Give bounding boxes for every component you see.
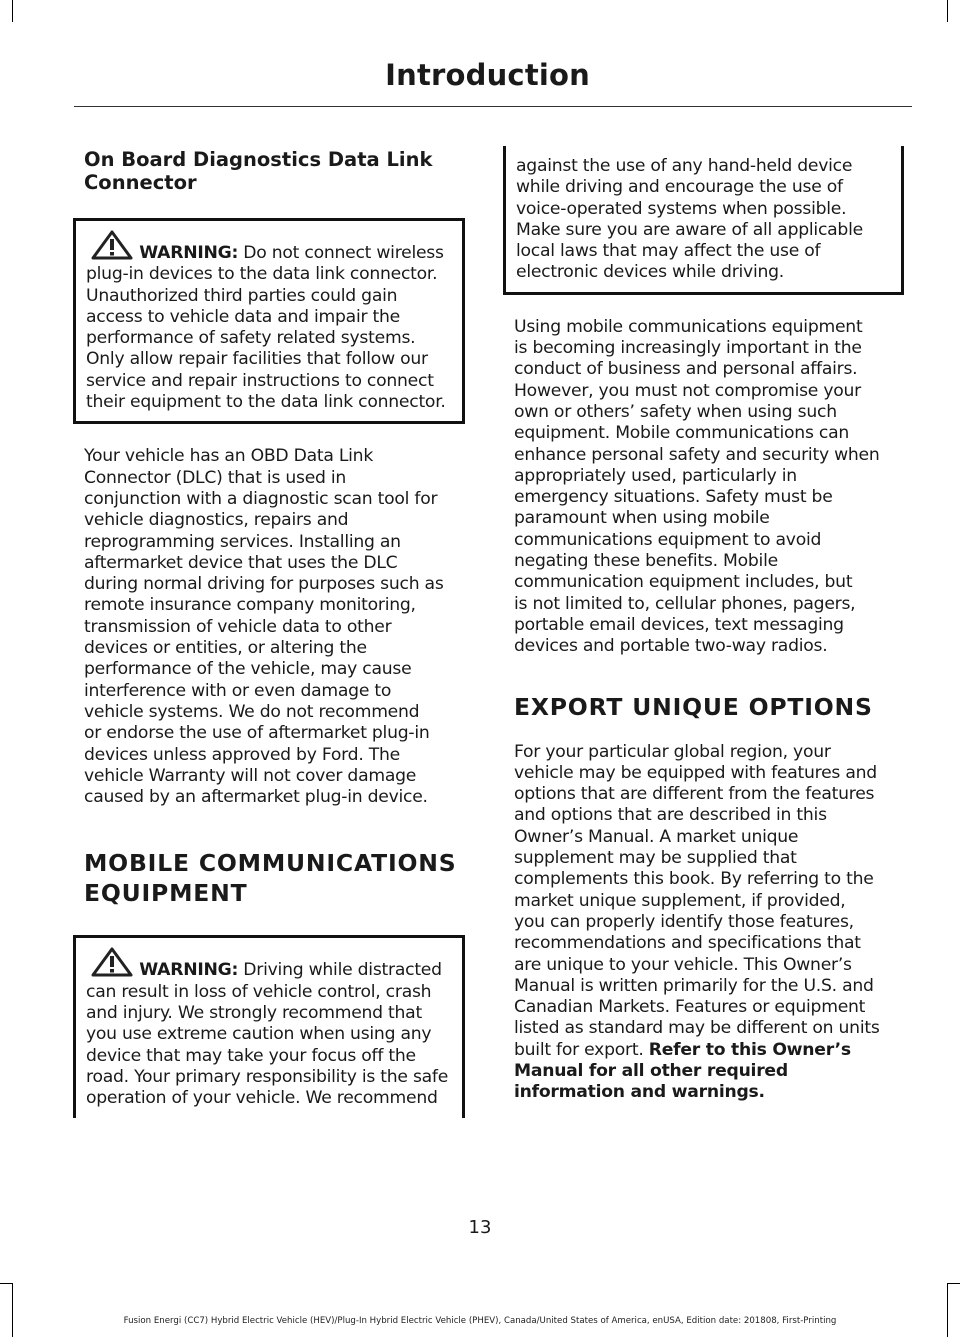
mobile-heading-line1: MOBILE COMMUNICATIONS	[84, 849, 457, 878]
mobile-paragraph: Using mobile communications equipment is becoming increasingly important in the conduct of business and personal affairs. However, you must not compromise your own or others’ safety when using such equipment. Mobile communications can enhance personal safety and security when appropriately used, particularly in emergency situations. Safety must be paramount when using mobile communications equipment to avoid negating these benefits. Mobile communication equipment includes, but is not limited to, cellular phones, pagers, portable email devices, text messaging devices and portable two-way radios.	[514, 316, 880, 657]
crop-mark-top-left-vertical	[12, 0, 13, 22]
warning-text-obd	[86, 230, 456, 413]
warning-body: Driving while distracted can result in loss of vehicle control, crash and injury. We strongly recommend that you use extreme caution when using any device that may take your focus off the road. Your primary responsibility is the safe operation of your vehicle. We recommend	[86, 960, 449, 1109]
obd-paragraph: Your vehicle has an OBD Data Link Connector (DLC) that is used in conjunction with a diagnostic scan tool for vehicle diagnostics, repairs and reprogramming services. Installing an aftermarket device that uses the DLC during normal driving for purposes such as remote insurance company monitoring, transmission of vehicle data to other devices or entities, or altering the performance of the vehicle, may cause interference with or even damage to vehicle systems. We do not recommend or endorse the use of aftermarket plug-in devices unless approved by Ford. The vehicle Warranty will not cover damage caused by an aftermarket plug-in device.	[84, 446, 444, 808]
footer-document-info: Fusion Energi (CC7) Hybrid Electric Vehicle (HEV)/Plug-In Hybrid Electric Vehicle (PHEV), Canada/United States of America, enUSA, Edition date: 201808, First-Printing	[123, 1316, 837, 1326]
crop-mark-bottom-right-horizontal	[947, 1283, 960, 1284]
warning-body: Do not connect wireless plug-in devices to the data link connector. Unauthorized third parties could gain access to vehicle data and impair the performance of safety related systems. Only allow repair facilities that follow our service and repair instructions to connect their equipment to the data link connector.	[86, 243, 446, 413]
warning-box-obd	[73, 218, 465, 424]
export-paragraph	[514, 742, 908, 1104]
header-rule	[74, 106, 912, 107]
warning-box-mobile	[73, 935, 465, 1117]
export-paragraph-bold: Refer to this Owner’s Manual for all other required information and warnings.	[514, 1039, 851, 1103]
crop-mark-bottom-right-vertical	[947, 1283, 948, 1337]
section-title: Introduction	[385, 58, 590, 92]
warning-label: WARNING:	[139, 243, 239, 263]
warning-text-mobile	[86, 947, 456, 1109]
crop-mark-bottom-left-horizontal	[0, 1283, 13, 1284]
warning-triangle-icon	[90, 947, 134, 977]
right-column	[514, 148, 908, 1104]
mobile-heading-line2: EQUIPMENT	[84, 879, 248, 908]
warning-text-continued: against the use of any hand-held device while driving and encourage the use of voice-operated systems when possible. Make sure you are aware of all applicable local laws that may affect the use of electronic devices while driving.	[516, 156, 863, 283]
warning-label: WARNING:	[139, 960, 239, 981]
crop-mark-bottom-left-vertical	[12, 1283, 13, 1337]
warning-triangle-icon	[90, 230, 134, 260]
warning-box-mobile-continued	[503, 146, 904, 295]
export-paragraph-text: For your particular global region, your vehicle may be equipped with features and options that are different from the features and options that are described in this Owner’s Manual. A market unique supplement may be supplied that complements this book. By referring to the market unique supplement, if provided, you can properly identify those features, recommendations and specifications that are unique to your vehicle. This Owner’s Manual is written primarily for the U.S. and Canadian Markets. Features or equipment listed as standard may be different on units built for export.	[514, 741, 880, 1060]
page-number: 13	[468, 1217, 492, 1238]
left-column	[84, 148, 474, 1118]
export-heading: EXPORT UNIQUE OPTIONS	[514, 692, 873, 721]
crop-mark-top-right-vertical	[947, 0, 948, 22]
obd-heading: On Board Diagnostics Data Link Connector	[84, 148, 433, 194]
